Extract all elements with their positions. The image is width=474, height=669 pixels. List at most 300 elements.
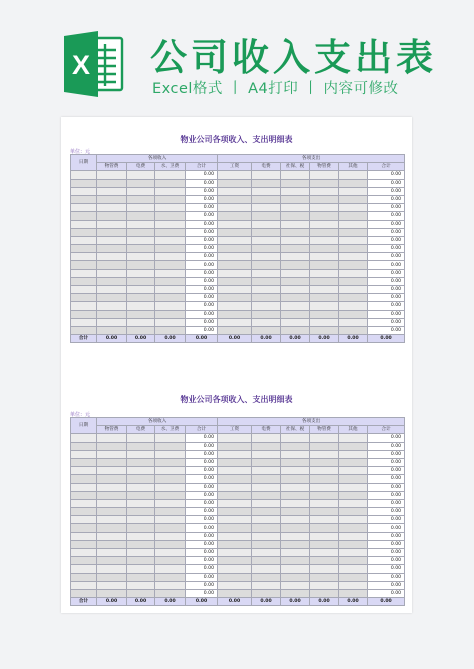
entry-cell xyxy=(310,458,339,466)
entry-cell xyxy=(281,171,310,179)
entry-cell xyxy=(252,589,281,597)
entry-cell xyxy=(339,179,368,187)
entry-cell xyxy=(97,516,127,524)
entry-cell xyxy=(310,236,339,244)
entry-cell xyxy=(155,549,186,557)
entry-cell xyxy=(127,220,155,228)
table-row xyxy=(71,277,405,285)
table-row xyxy=(71,540,405,548)
row-total-cell: 0.00 xyxy=(368,286,405,294)
entry-cell xyxy=(218,294,252,302)
entry-cell xyxy=(339,236,368,244)
entry-cell xyxy=(252,442,281,450)
row-total-cell: 0.00 xyxy=(186,253,218,261)
entry-cell xyxy=(339,204,368,212)
entry-cell xyxy=(127,434,155,442)
table-row xyxy=(71,565,405,573)
row-total-cell: 0.00 xyxy=(186,557,218,565)
sum-cell: 0.00 xyxy=(339,598,368,606)
entry-cell xyxy=(127,450,155,458)
entry-cell xyxy=(97,245,127,253)
entry-cell xyxy=(252,491,281,499)
entry-cell xyxy=(339,228,368,236)
income-group-header: 各项收入 xyxy=(97,418,218,426)
table-row xyxy=(71,499,405,507)
table-row xyxy=(71,236,405,244)
entry-cell xyxy=(310,434,339,442)
entry-cell xyxy=(218,491,252,499)
entry-cell xyxy=(97,581,127,589)
entry-cell xyxy=(97,171,127,179)
entry-cell xyxy=(218,277,252,285)
row-total-cell: 0.00 xyxy=(186,475,218,483)
row-total-cell: 0.00 xyxy=(186,508,218,516)
entry-cell xyxy=(97,467,127,475)
entry-cell xyxy=(155,302,186,310)
ledger-table xyxy=(70,154,405,343)
entry-cell xyxy=(71,318,97,326)
entry-cell xyxy=(281,524,310,532)
entry-cell xyxy=(339,589,368,597)
entry-cell xyxy=(339,310,368,318)
entry-cell xyxy=(252,326,281,334)
entry-cell xyxy=(71,467,97,475)
row-total-cell: 0.00 xyxy=(368,467,405,475)
row-total-cell: 0.00 xyxy=(368,220,405,228)
sum-cell: 0.00 xyxy=(127,598,155,606)
expense-col-header: 合计 xyxy=(368,163,405,171)
entry-cell xyxy=(310,549,339,557)
entry-cell xyxy=(218,286,252,294)
entry-cell xyxy=(218,458,252,466)
table-row xyxy=(71,318,405,326)
sum-cell: 0.00 xyxy=(368,598,405,606)
entry-cell xyxy=(339,524,368,532)
row-total-cell: 0.00 xyxy=(186,549,218,557)
table-row xyxy=(71,557,405,565)
entry-cell xyxy=(218,228,252,236)
entry-cell xyxy=(339,277,368,285)
entry-cell xyxy=(127,475,155,483)
sum-cell: 0.00 xyxy=(310,598,339,606)
entry-cell xyxy=(218,483,252,491)
entry-cell xyxy=(71,204,97,212)
sum-row xyxy=(71,598,405,606)
entry-cell xyxy=(218,236,252,244)
entry-cell xyxy=(97,187,127,195)
entry-cell xyxy=(127,228,155,236)
entry-cell xyxy=(310,475,339,483)
table-row xyxy=(71,516,405,524)
table-row xyxy=(71,269,405,277)
entry-cell xyxy=(127,269,155,277)
entry-cell xyxy=(71,269,97,277)
entry-cell xyxy=(127,532,155,540)
row-total-cell: 0.00 xyxy=(186,171,218,179)
row-total-cell: 0.00 xyxy=(368,475,405,483)
entry-cell xyxy=(71,253,97,261)
entry-cell xyxy=(310,171,339,179)
entry-cell xyxy=(155,245,186,253)
row-total-cell: 0.00 xyxy=(368,261,405,269)
entry-cell xyxy=(281,245,310,253)
entry-cell xyxy=(281,581,310,589)
entry-cell xyxy=(252,516,281,524)
sum-cell: 0.00 xyxy=(218,335,252,343)
entry-cell xyxy=(97,204,127,212)
entry-cell xyxy=(218,204,252,212)
table-row xyxy=(71,532,405,540)
table-row xyxy=(71,204,405,212)
entry-cell xyxy=(252,294,281,302)
entry-cell xyxy=(127,253,155,261)
expense-col-header: 社保、税 xyxy=(281,426,310,434)
row-total-cell: 0.00 xyxy=(368,195,405,203)
entry-cell xyxy=(281,491,310,499)
income-col-header: 水、卫费 xyxy=(155,426,186,434)
entry-cell xyxy=(97,458,127,466)
entry-cell xyxy=(252,540,281,548)
table-row xyxy=(71,483,405,491)
entry-cell xyxy=(281,508,310,516)
row-total-cell: 0.00 xyxy=(186,434,218,442)
row-total-cell: 0.00 xyxy=(368,245,405,253)
entry-cell xyxy=(127,171,155,179)
entry-cell xyxy=(339,318,368,326)
row-total-cell: 0.00 xyxy=(186,467,218,475)
row-total-cell: 0.00 xyxy=(186,540,218,548)
logo-letter: X xyxy=(71,50,91,80)
sum-cell: 0.00 xyxy=(310,335,339,343)
table-row xyxy=(71,450,405,458)
entry-cell xyxy=(127,467,155,475)
entry-cell xyxy=(281,483,310,491)
entry-cell xyxy=(71,450,97,458)
table-row xyxy=(71,326,405,334)
sum-cell: 0.00 xyxy=(155,335,186,343)
table-row xyxy=(71,228,405,236)
entry-cell xyxy=(339,269,368,277)
sum-cell: 0.00 xyxy=(97,335,127,343)
row-total-cell: 0.00 xyxy=(368,212,405,220)
entry-cell xyxy=(127,277,155,285)
entry-cell xyxy=(281,261,310,269)
entry-cell xyxy=(218,310,252,318)
entry-cell xyxy=(127,524,155,532)
row-total-cell: 0.00 xyxy=(368,458,405,466)
sum-cell: 0.00 xyxy=(252,598,281,606)
entry-cell xyxy=(97,228,127,236)
header-row xyxy=(71,155,405,163)
entry-cell xyxy=(281,195,310,203)
date-header: 日期 xyxy=(71,155,97,171)
entry-cell xyxy=(218,212,252,220)
entry-cell xyxy=(281,212,310,220)
entry-cell xyxy=(281,302,310,310)
entry-cell xyxy=(71,491,97,499)
entry-cell xyxy=(281,220,310,228)
row-total-cell: 0.00 xyxy=(186,245,218,253)
entry-cell xyxy=(155,286,186,294)
entry-cell xyxy=(339,171,368,179)
entry-cell xyxy=(310,499,339,507)
entry-cell xyxy=(127,508,155,516)
entry-cell xyxy=(252,434,281,442)
entry-cell xyxy=(310,516,339,524)
entry-cell xyxy=(155,179,186,187)
entry-cell xyxy=(281,310,310,318)
entry-cell xyxy=(71,524,97,532)
row-total-cell: 0.00 xyxy=(368,434,405,442)
row-total-cell: 0.00 xyxy=(186,302,218,310)
entry-cell xyxy=(252,277,281,285)
entry-cell xyxy=(310,220,339,228)
entry-cell xyxy=(339,434,368,442)
entry-cell xyxy=(339,549,368,557)
entry-cell xyxy=(127,236,155,244)
row-total-cell: 0.00 xyxy=(368,253,405,261)
entry-cell xyxy=(281,277,310,285)
row-total-cell: 0.00 xyxy=(186,565,218,573)
entry-cell xyxy=(252,565,281,573)
entry-cell xyxy=(97,491,127,499)
entry-cell xyxy=(97,434,127,442)
entry-cell xyxy=(127,294,155,302)
row-total-cell: 0.00 xyxy=(368,483,405,491)
row-total-cell: 0.00 xyxy=(186,483,218,491)
entry-cell xyxy=(97,179,127,187)
entry-cell xyxy=(97,318,127,326)
entry-cell xyxy=(97,499,127,507)
entry-cell xyxy=(155,318,186,326)
entry-cell xyxy=(97,524,127,532)
unit-label: 单位：元 xyxy=(70,412,91,418)
expense-col-header: 电费 xyxy=(252,163,281,171)
entry-cell xyxy=(71,508,97,516)
entry-cell xyxy=(252,532,281,540)
entry-cell xyxy=(218,532,252,540)
header-row xyxy=(71,418,405,426)
entry-cell xyxy=(97,565,127,573)
entry-cell xyxy=(155,171,186,179)
entry-cell xyxy=(281,458,310,466)
table-row xyxy=(71,212,405,220)
header-row xyxy=(71,426,405,434)
entry-cell xyxy=(252,302,281,310)
entry-cell xyxy=(155,212,186,220)
entry-cell xyxy=(218,467,252,475)
entry-cell xyxy=(127,204,155,212)
entry-cell xyxy=(155,434,186,442)
entry-cell xyxy=(310,540,339,548)
entry-cell xyxy=(310,269,339,277)
entry-cell xyxy=(218,261,252,269)
row-total-cell: 0.00 xyxy=(186,179,218,187)
row-total-cell: 0.00 xyxy=(368,557,405,565)
entry-cell xyxy=(310,508,339,516)
entry-cell xyxy=(252,467,281,475)
entry-cell xyxy=(339,450,368,458)
entry-cell xyxy=(310,245,339,253)
entry-cell xyxy=(310,565,339,573)
income-col-header: 水、卫费 xyxy=(155,163,186,171)
entry-cell xyxy=(339,573,368,581)
entry-cell xyxy=(97,236,127,244)
entry-cell xyxy=(252,261,281,269)
entry-cell xyxy=(127,573,155,581)
entry-cell xyxy=(71,171,97,179)
entry-cell xyxy=(97,549,127,557)
entry-cell xyxy=(97,557,127,565)
row-total-cell: 0.00 xyxy=(186,581,218,589)
entry-cell xyxy=(310,318,339,326)
entry-cell xyxy=(339,220,368,228)
entry-cell xyxy=(218,187,252,195)
entry-cell xyxy=(155,204,186,212)
sum-label: 合计 xyxy=(71,598,97,606)
row-total-cell: 0.00 xyxy=(368,179,405,187)
entry-cell xyxy=(252,524,281,532)
entry-cell xyxy=(310,253,339,261)
entry-cell xyxy=(310,302,339,310)
entry-cell xyxy=(281,269,310,277)
entry-cell xyxy=(155,524,186,532)
entry-cell xyxy=(339,532,368,540)
row-total-cell: 0.00 xyxy=(368,540,405,548)
entry-cell xyxy=(155,516,186,524)
entry-cell xyxy=(71,483,97,491)
expense-col-header: 物管费 xyxy=(310,426,339,434)
entry-cell xyxy=(97,286,127,294)
entry-cell xyxy=(97,475,127,483)
entry-cell xyxy=(252,253,281,261)
row-total-cell: 0.00 xyxy=(186,524,218,532)
entry-cell xyxy=(155,269,186,277)
entry-cell xyxy=(310,204,339,212)
sum-cell: 0.00 xyxy=(218,598,252,606)
entry-cell xyxy=(127,179,155,187)
entry-cell xyxy=(71,245,97,253)
entry-cell xyxy=(339,261,368,269)
entry-cell xyxy=(310,228,339,236)
row-total-cell: 0.00 xyxy=(368,318,405,326)
table-row xyxy=(71,195,405,203)
entry-cell xyxy=(281,326,310,334)
entry-cell xyxy=(71,187,97,195)
entry-cell xyxy=(252,581,281,589)
entry-cell xyxy=(97,589,127,597)
entry-cell xyxy=(339,499,368,507)
income-col-header: 物管费 xyxy=(97,426,127,434)
entry-cell xyxy=(218,253,252,261)
entry-cell xyxy=(71,195,97,203)
row-total-cell: 0.00 xyxy=(186,277,218,285)
entry-cell xyxy=(155,532,186,540)
entry-cell xyxy=(281,236,310,244)
entry-cell xyxy=(339,565,368,573)
table-row xyxy=(71,310,405,318)
entry-cell xyxy=(155,236,186,244)
entry-cell xyxy=(155,442,186,450)
table-row xyxy=(71,179,405,187)
table-row xyxy=(71,573,405,581)
row-total-cell: 0.00 xyxy=(186,228,218,236)
table-row xyxy=(71,508,405,516)
row-total-cell: 0.00 xyxy=(368,326,405,334)
entry-cell xyxy=(252,236,281,244)
entry-cell xyxy=(281,549,310,557)
entry-cell xyxy=(218,179,252,187)
entry-cell xyxy=(155,467,186,475)
entry-cell xyxy=(252,499,281,507)
entry-cell xyxy=(218,557,252,565)
entry-cell xyxy=(71,549,97,557)
entry-cell xyxy=(155,277,186,285)
entry-cell xyxy=(218,302,252,310)
entry-cell xyxy=(310,277,339,285)
entry-cell xyxy=(218,442,252,450)
entry-cell xyxy=(218,269,252,277)
entry-cell xyxy=(339,458,368,466)
expense-col-header: 工资 xyxy=(218,163,252,171)
entry-cell xyxy=(339,516,368,524)
entry-cell xyxy=(310,286,339,294)
table-row xyxy=(71,475,405,483)
table-row xyxy=(71,458,405,466)
row-total-cell: 0.00 xyxy=(368,228,405,236)
entry-cell xyxy=(97,310,127,318)
entry-cell xyxy=(339,245,368,253)
entry-cell xyxy=(97,195,127,203)
table-row xyxy=(71,253,405,261)
row-total-cell: 0.00 xyxy=(368,269,405,277)
entry-cell xyxy=(155,565,186,573)
entry-cell xyxy=(71,589,97,597)
entry-cell xyxy=(218,434,252,442)
entry-cell xyxy=(71,228,97,236)
entry-cell xyxy=(218,508,252,516)
income-group-header: 各项收入 xyxy=(97,155,218,163)
entry-cell xyxy=(339,508,368,516)
entry-cell xyxy=(252,220,281,228)
row-total-cell: 0.00 xyxy=(186,326,218,334)
row-total-cell: 0.00 xyxy=(368,549,405,557)
entry-cell xyxy=(218,540,252,548)
sum-cell: 0.00 xyxy=(339,335,368,343)
entry-cell xyxy=(155,499,186,507)
expense-col-header: 社保、税 xyxy=(281,163,310,171)
row-total-cell: 0.00 xyxy=(368,310,405,318)
row-total-cell: 0.00 xyxy=(186,532,218,540)
entry-cell xyxy=(339,475,368,483)
entry-cell xyxy=(281,532,310,540)
row-total-cell: 0.00 xyxy=(368,294,405,302)
entry-cell xyxy=(339,195,368,203)
entry-cell xyxy=(339,491,368,499)
entry-cell xyxy=(339,483,368,491)
expense-col-header: 工资 xyxy=(218,426,252,434)
entry-cell xyxy=(281,187,310,195)
table-row xyxy=(71,302,405,310)
row-total-cell: 0.00 xyxy=(186,573,218,581)
row-total-cell: 0.00 xyxy=(368,187,405,195)
entry-cell xyxy=(127,491,155,499)
row-total-cell: 0.00 xyxy=(186,499,218,507)
table-row xyxy=(71,581,405,589)
excel-logo-icon xyxy=(62,30,124,98)
entry-cell xyxy=(339,294,368,302)
expense-col-header: 其他 xyxy=(339,426,368,434)
